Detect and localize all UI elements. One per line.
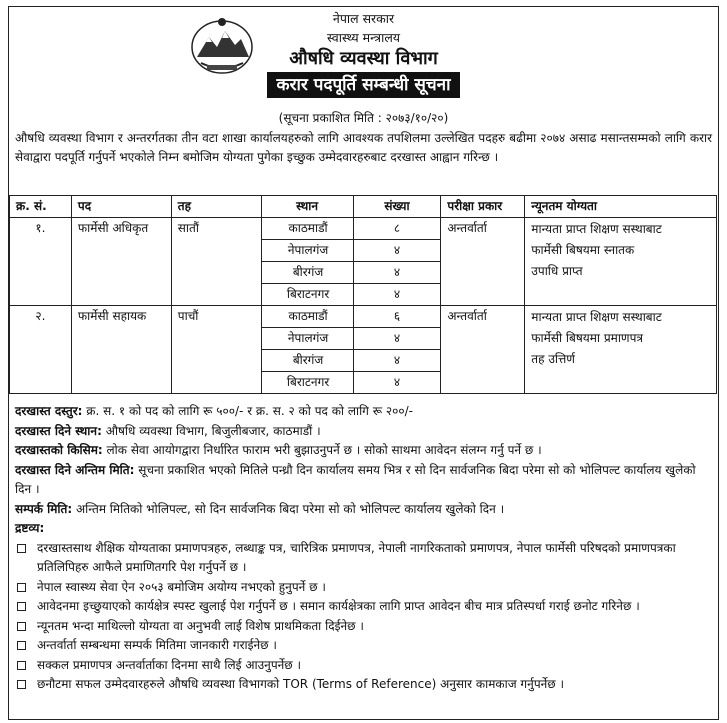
location-cell: बीरगंज: [261, 350, 353, 372]
qualification-line: फार्मेसी बिषयमा स्नातक: [531, 243, 635, 257]
location-cell: नेपालगंज: [261, 328, 353, 350]
qualification-line: फार्मेसी बिषयमा प्रमाणपत्र: [531, 331, 644, 345]
note-text: अन्तर्वार्ता सम्बन्धमा सम्पर्क मितिमा जानकारी गराईनेछ ।: [37, 638, 277, 652]
location-cell: बिराटनगर: [261, 284, 353, 306]
location-cell: बिराटनगर: [261, 372, 353, 394]
checkbox-bullet-icon: [17, 544, 26, 553]
row-exam: अन्तर्वार्ता: [441, 218, 525, 306]
col-header-sn: क्र. सं.: [10, 196, 72, 218]
count-cell: ६: [353, 306, 441, 328]
checkbox-bullet-icon: [17, 583, 26, 592]
notice-header: [9, 7, 718, 107]
row-qualification: [525, 218, 717, 306]
vacancy-table: [9, 195, 717, 394]
fee-label: दरखास्त दस्तुर:: [15, 404, 83, 418]
count-cell: ४: [353, 350, 441, 372]
note-item: [15, 597, 712, 617]
col-header-location: स्थान: [261, 196, 353, 218]
count-cell: ४: [353, 372, 441, 394]
col-header-level: तह: [171, 196, 261, 218]
checkbox-bullet-icon: [17, 661, 26, 670]
count-cell: ८: [353, 218, 441, 240]
qualification-line: तह उत्तिर्ण: [531, 352, 575, 366]
row-qualification: [525, 306, 717, 394]
location-cell: बीरगंज: [261, 262, 353, 284]
fee-text: क्र. स. १ को पद को लागि रू ५००/- र क्र. स. २ को पद को लागि रू २००/-: [82, 404, 413, 418]
note-item: [15, 656, 712, 676]
deadline-label: दरखास्त दिने अन्तिम मिति:: [15, 462, 135, 477]
deadline-line: [15, 461, 712, 500]
note-text: नेपाल स्वास्थ्य सेवा ऐन २०५३ बमोजिम अयोग्य नभएको हुनुपर्ने छ ।: [37, 579, 326, 594]
department-name: औषधि व्यवस्था विभाग: [289, 48, 438, 69]
contact-text: अन्तिम मितिको भोलिपल्ट, सो दिन सार्वजनिक बिदा परेमा सो को भोलिपल्ट कार्यालय खुलेको दिन ।: [72, 501, 505, 516]
contact-line: [15, 500, 712, 520]
location-cell: काठमाडौं: [261, 218, 353, 240]
col-header-qualification: न्यूनतम योग्यता: [525, 196, 717, 218]
note-item: [15, 636, 712, 656]
note-text: न्यूनतम भन्दा माथिल्लो योग्यता वा अनुभवी लाई विशेष प्राथमिकता दिईनेछ ।: [37, 618, 364, 633]
place-line: [15, 422, 712, 442]
qualification-line: मान्यता प्राप्त शिक्षण सस्थाबाट: [531, 222, 662, 236]
qualification-line: मान्यता प्राप्त शिक्षण सस्थाबाट: [531, 310, 662, 324]
contact-label: सम्पर्क मिति:: [15, 501, 73, 516]
checkbox-bullet-icon: [17, 680, 26, 689]
row-level: पाचौं: [171, 306, 261, 394]
checkbox-bullet-icon: [17, 602, 26, 611]
note-item: [15, 578, 712, 598]
fee-line: [15, 402, 712, 422]
table-header-row: [10, 196, 717, 218]
table-row: [10, 306, 717, 328]
row-exam: अन्तर्वार्ता: [441, 306, 525, 394]
col-header-exam: परीक्षा प्रकार: [441, 196, 525, 218]
government-name: नेपाल सरकार: [332, 11, 395, 26]
notes-title: द्रष्टव्य:: [15, 521, 45, 535]
count-cell: ४: [353, 328, 441, 350]
note-item: [15, 539, 712, 578]
notice-banner: करार पदपूर्ति सम्बन्धी सूचना: [267, 72, 461, 98]
note-item: [15, 675, 712, 695]
count-cell: ४: [353, 240, 441, 262]
count-cell: ४: [353, 262, 441, 284]
method-label: दरखास्तको किसिम:: [15, 443, 103, 457]
checkbox-bullet-icon: [17, 622, 26, 631]
note-item: [15, 617, 712, 637]
notice-page: [8, 6, 719, 720]
qualification-line: उपाधि प्राप्त: [531, 264, 583, 278]
note-text: सक्कल प्रमाणपत्र अन्तर्वार्ताका दिनमा साथै लिई आउनुपर्नेछ ।: [37, 657, 302, 672]
row-post: फार्मेसी सहायक: [71, 306, 171, 394]
method-line: [15, 441, 712, 461]
application-details: [15, 402, 712, 695]
checkbox-bullet-icon: [17, 641, 26, 650]
note-text: दरखास्तसाथ शैक्षिक योग्यताका प्रमाणपत्रहरु, लब्धाङ्क पत्र, चारित्रिक प्रमाणपत्र, नेपाली नागरिकताको प्रमाणपत्र, नेपाल फार्मेसी परिषदको प्रमाणपत्रका प्रतिलिपिहरु आफैले प्रमाणितगरि पेश गर्नुपर्ने छ ।: [37, 540, 676, 574]
note-text: आवेदनमा इच्छुयाएको कार्यक्षेत्र स्पस्ट खुलाई पेश गर्नुपर्ने छ । समान कार्यक्षेत्रका लागि प्राप्त आवेदन बीच मात्र प्रतिस्पर्धा गराई छनोट गरिनेछ ।: [37, 599, 640, 613]
deadline-text: सूचना प्रकाशित भएको मितिले पन्ध्रौ दिन कार्यालय समय भित्र र सो दिन सार्वजनिक बिदा परेमा सो को भोलिपल्ट कार्यालय खुलेको दिन ।: [15, 462, 696, 496]
place-label: दरखास्त दिने स्थान:: [15, 423, 102, 438]
row-post: फार्मेसी अधिकृत: [71, 218, 171, 306]
count-cell: ४: [353, 284, 441, 306]
table-row: [10, 218, 717, 240]
location-cell: काठमाडौं: [261, 306, 353, 328]
publication-date: (सूचना प्रकाशित मिति : २०७३/१०/२०): [278, 111, 449, 125]
location-cell: नेपालगंज: [261, 240, 353, 262]
note-text: छनौटमा सफल उम्मेदवारहरुले औषधि व्यवस्था विभागको TOR (Terms of Reference) अनुसार कामकाज गर्नुपर्नेछ ।: [37, 677, 565, 691]
row-level: सातौं: [171, 218, 261, 306]
col-header-post: पद: [71, 196, 171, 218]
col-header-count: संख्या: [353, 196, 441, 218]
row-sn: २.: [10, 306, 72, 394]
intro-paragraph: औषधि व्यवस्था विभाग र अन्तरर्गतका तीन वटा शाखा कार्यालयहरुको लागि आवश्यक तपशिलमा उल्लेखित पदहरु बढीमा २०७४ असाढ मसान्तसम्मको लागि करार सेवाद्वारा पदपूर्ति गर्नुपर्ने भएकोले निम्न बमोजिम योग्यता पुगेका इच्छुक उम्मेदवारहरुबाट दरखास्त आह्वान गरिन्छ ।: [15, 131, 712, 164]
ministry-name: स्वास्थ्य मन्त्रालय: [326, 30, 401, 45]
row-sn: १.: [10, 218, 72, 306]
method-text: लोक सेवा आयोगद्वारा निर्धारित फाराम भरी बुझाउनुपर्ने छ । सोको साथमा आवेदन संलग्न गर्नु पर्ने छ ।: [102, 443, 542, 457]
place-text: औषधि व्यवस्था विभाग, बिजुलीबजार, काठमाडौं ।: [101, 423, 321, 438]
